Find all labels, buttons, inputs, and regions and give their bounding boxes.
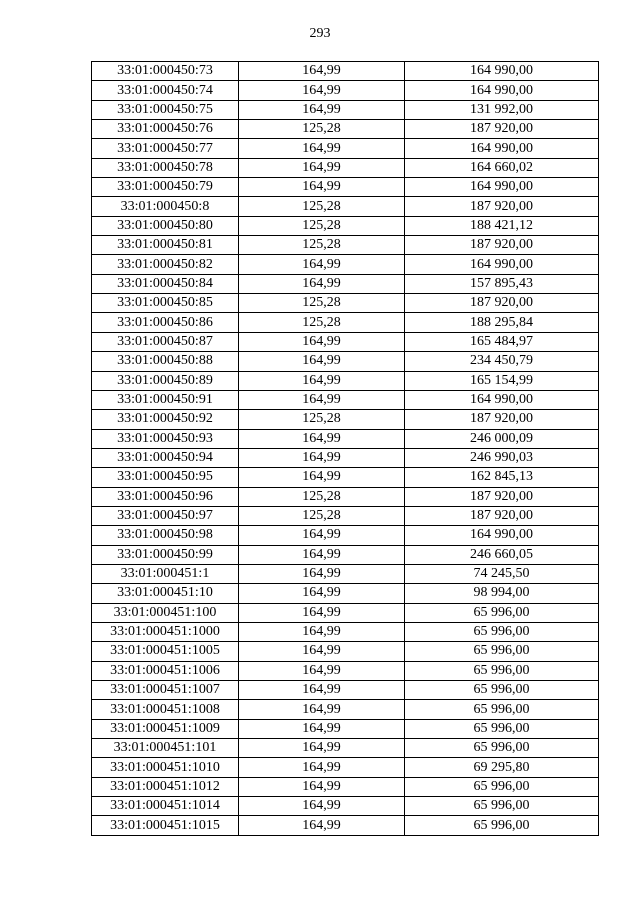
table-row (92, 216, 599, 235)
value-cell: 164 990,00 (405, 139, 599, 158)
cadastral-number-cell: 33:01:000451:1 (92, 564, 239, 583)
area-cell: 164,99 (239, 797, 405, 816)
cadastral-number-cell: 33:01:000450:88 (92, 352, 239, 371)
table-row (92, 642, 599, 661)
area-cell: 164,99 (239, 719, 405, 738)
cadastral-number-cell: 33:01:000450:98 (92, 526, 239, 545)
area-cell: 164,99 (239, 158, 405, 177)
area-cell: 164,99 (239, 622, 405, 641)
value-cell: 131 992,00 (405, 100, 599, 119)
area-cell: 125,28 (239, 120, 405, 139)
cadastral-number-cell: 33:01:000450:97 (92, 506, 239, 525)
table-row (92, 100, 599, 119)
value-cell: 65 996,00 (405, 661, 599, 680)
value-cell: 246 000,09 (405, 429, 599, 448)
table-row (92, 352, 599, 371)
value-cell: 164 990,00 (405, 62, 599, 81)
value-cell: 74 245,50 (405, 564, 599, 583)
area-cell: 164,99 (239, 545, 405, 564)
table-row (92, 178, 599, 197)
cadastral-number-cell: 33:01:000451:1014 (92, 797, 239, 816)
cadastral-number-cell: 33:01:000450:99 (92, 545, 239, 564)
area-cell: 164,99 (239, 429, 405, 448)
value-cell: 234 450,79 (405, 352, 599, 371)
cadastral-number-cell: 33:01:000450:76 (92, 120, 239, 139)
table-row (92, 332, 599, 351)
value-cell: 187 920,00 (405, 506, 599, 525)
table-row (92, 545, 599, 564)
cadastral-number-cell: 33:01:000450:93 (92, 429, 239, 448)
value-cell: 157 895,43 (405, 274, 599, 293)
value-cell: 65 996,00 (405, 797, 599, 816)
value-cell: 187 920,00 (405, 197, 599, 216)
page-number: 293 (309, 26, 331, 41)
area-cell: 164,99 (239, 62, 405, 81)
value-cell: 164 990,00 (405, 526, 599, 545)
cadastral-number-cell: 33:01:000450:84 (92, 274, 239, 293)
value-cell: 69 295,80 (405, 758, 599, 777)
cadastral-number-cell: 33:01:000450:79 (92, 178, 239, 197)
value-cell: 187 920,00 (405, 120, 599, 139)
table-row (92, 274, 599, 293)
area-cell: 164,99 (239, 371, 405, 390)
cadastral-number-cell: 33:01:000450:95 (92, 468, 239, 487)
cadastral-number-cell: 33:01:000450:89 (92, 371, 239, 390)
value-cell: 164 990,00 (405, 81, 599, 100)
table-row (92, 62, 599, 81)
table-row (92, 719, 599, 738)
cadastral-number-cell: 33:01:000450:91 (92, 390, 239, 409)
value-cell: 65 996,00 (405, 816, 599, 835)
area-cell: 125,28 (239, 294, 405, 313)
area-cell: 164,99 (239, 352, 405, 371)
area-cell: 164,99 (239, 564, 405, 583)
table-row (92, 197, 599, 216)
table-row (92, 584, 599, 603)
value-cell: 188 295,84 (405, 313, 599, 332)
value-cell: 65 996,00 (405, 642, 599, 661)
table-row (92, 429, 599, 448)
table-row (92, 758, 599, 777)
cadastral-number-cell: 33:01:000450:86 (92, 313, 239, 332)
value-cell: 65 996,00 (405, 777, 599, 796)
area-cell: 125,28 (239, 216, 405, 235)
area-cell: 125,28 (239, 197, 405, 216)
table-row (92, 236, 599, 255)
table-row (92, 81, 599, 100)
cadastral-number-cell: 33:01:000451:1012 (92, 777, 239, 796)
value-cell: 164 990,00 (405, 178, 599, 197)
cadastral-number-cell: 33:01:000451:1010 (92, 758, 239, 777)
cadastral-number-cell: 33:01:000450:96 (92, 487, 239, 506)
value-cell: 65 996,00 (405, 622, 599, 641)
table-row (92, 526, 599, 545)
cadastral-number-cell: 33:01:000450:77 (92, 139, 239, 158)
value-cell: 65 996,00 (405, 700, 599, 719)
table-row (92, 487, 599, 506)
value-cell: 98 994,00 (405, 584, 599, 603)
table-row (92, 371, 599, 390)
cadastral-number-cell: 33:01:000450:80 (92, 216, 239, 235)
area-cell: 164,99 (239, 332, 405, 351)
table-row (92, 410, 599, 429)
value-cell: 246 660,05 (405, 545, 599, 564)
area-cell: 164,99 (239, 777, 405, 796)
cadastral-number-cell: 33:01:000450:87 (92, 332, 239, 351)
cadastral-table (91, 61, 599, 836)
table-body (92, 62, 599, 836)
value-cell: 65 996,00 (405, 603, 599, 622)
cadastral-number-cell: 33:01:000450:73 (92, 62, 239, 81)
value-cell: 246 990,03 (405, 448, 599, 467)
cadastral-number-cell: 33:01:000450:78 (92, 158, 239, 177)
area-cell: 164,99 (239, 139, 405, 158)
cadastral-number-cell: 33:01:000450:74 (92, 81, 239, 100)
cadastral-number-cell: 33:01:000451:1007 (92, 681, 239, 700)
value-cell: 164 990,00 (405, 255, 599, 274)
cadastral-number-cell: 33:01:000450:8 (92, 197, 239, 216)
cadastral-number-cell: 33:01:000450:92 (92, 410, 239, 429)
table-row (92, 390, 599, 409)
table-row (92, 777, 599, 796)
table-row (92, 681, 599, 700)
value-cell: 187 920,00 (405, 487, 599, 506)
cadastral-number-cell: 33:01:000451:1006 (92, 661, 239, 680)
area-cell: 164,99 (239, 681, 405, 700)
area-cell: 164,99 (239, 758, 405, 777)
area-cell: 164,99 (239, 81, 405, 100)
cadastral-number-cell: 33:01:000451:1008 (92, 700, 239, 719)
area-cell: 164,99 (239, 661, 405, 680)
cadastral-number-cell: 33:01:000451:1005 (92, 642, 239, 661)
value-cell: 164 660,02 (405, 158, 599, 177)
table-row (92, 448, 599, 467)
table-row (92, 255, 599, 274)
table-row (92, 603, 599, 622)
table-row (92, 506, 599, 525)
table-row (92, 294, 599, 313)
table-row (92, 816, 599, 835)
area-cell: 125,28 (239, 487, 405, 506)
area-cell: 164,99 (239, 390, 405, 409)
cadastral-number-cell: 33:01:000451:1000 (92, 622, 239, 641)
cadastral-number-cell: 33:01:000451:1015 (92, 816, 239, 835)
table-row (92, 700, 599, 719)
cadastral-number-cell: 33:01:000450:82 (92, 255, 239, 274)
area-cell: 164,99 (239, 603, 405, 622)
area-cell: 164,99 (239, 584, 405, 603)
table-row (92, 739, 599, 758)
area-cell: 164,99 (239, 642, 405, 661)
area-cell: 125,28 (239, 236, 405, 255)
cadastral-number-cell: 33:01:000451:1009 (92, 719, 239, 738)
table-row (92, 661, 599, 680)
value-cell: 65 996,00 (405, 681, 599, 700)
area-cell: 164,99 (239, 526, 405, 545)
cadastral-number-cell: 33:01:000451:101 (92, 739, 239, 758)
area-cell: 164,99 (239, 816, 405, 835)
table-row (92, 120, 599, 139)
area-cell: 125,28 (239, 313, 405, 332)
area-cell: 125,28 (239, 410, 405, 429)
value-cell: 188 421,12 (405, 216, 599, 235)
value-cell: 65 996,00 (405, 719, 599, 738)
area-cell: 164,99 (239, 739, 405, 758)
table-row (92, 564, 599, 583)
value-cell: 162 845,13 (405, 468, 599, 487)
table-row (92, 797, 599, 816)
area-cell: 125,28 (239, 506, 405, 525)
value-cell: 187 920,00 (405, 410, 599, 429)
table-row (92, 158, 599, 177)
cadastral-number-cell: 33:01:000450:81 (92, 236, 239, 255)
table-row (92, 139, 599, 158)
value-cell: 65 996,00 (405, 739, 599, 758)
area-cell: 164,99 (239, 255, 405, 274)
cadastral-number-cell: 33:01:000451:10 (92, 584, 239, 603)
value-cell: 187 920,00 (405, 294, 599, 313)
area-cell: 164,99 (239, 274, 405, 293)
cadastral-number-cell: 33:01:000450:94 (92, 448, 239, 467)
table-row (92, 313, 599, 332)
area-cell: 164,99 (239, 100, 405, 119)
value-cell: 165 484,97 (405, 332, 599, 351)
value-cell: 187 920,00 (405, 236, 599, 255)
value-cell: 165 154,99 (405, 371, 599, 390)
area-cell: 164,99 (239, 468, 405, 487)
area-cell: 164,99 (239, 448, 405, 467)
cadastral-number-cell: 33:01:000450:75 (92, 100, 239, 119)
area-cell: 164,99 (239, 700, 405, 719)
cadastral-number-cell: 33:01:000450:85 (92, 294, 239, 313)
area-cell: 164,99 (239, 178, 405, 197)
table-row (92, 622, 599, 641)
cadastral-number-cell: 33:01:000451:100 (92, 603, 239, 622)
table-row (92, 468, 599, 487)
value-cell: 164 990,00 (405, 390, 599, 409)
